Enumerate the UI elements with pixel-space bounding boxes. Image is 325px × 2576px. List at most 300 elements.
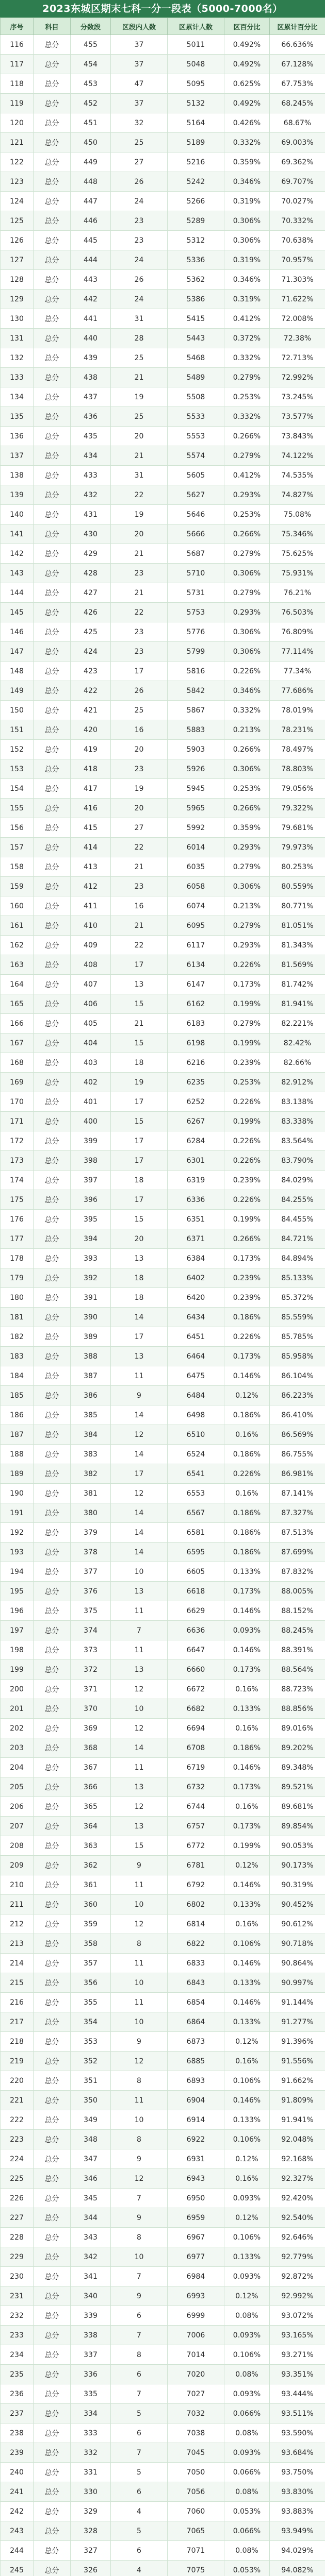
cell-cumulative: 5468: [168, 348, 224, 368]
cell-cumulative: 6475: [168, 1366, 224, 1386]
cell-index: 233: [1, 2326, 34, 2345]
table-row: [1, 2404, 325, 2424]
cell-percent: 0.053%: [224, 2502, 270, 2521]
cell-count: 9: [111, 2208, 168, 2228]
table-row: [1, 1073, 325, 1092]
cell-count: 17: [111, 955, 168, 975]
cell-score: 442: [71, 290, 111, 309]
table-row: [1, 2208, 325, 2228]
cell-cumulative: 6636: [168, 1621, 224, 1640]
cell-cumulative-percent: 92.992%: [270, 2286, 325, 2306]
cell-cumulative: 5627: [168, 485, 224, 505]
cell-subject: 总分: [34, 2091, 71, 2110]
cell-subject: 总分: [34, 1621, 71, 1640]
cell-index: 204: [1, 1758, 34, 1777]
table-row: [1, 720, 325, 740]
cell-cumulative-percent: 85.559%: [270, 1308, 325, 1327]
cell-subject: 总分: [34, 94, 71, 113]
cell-count: 8: [111, 2345, 168, 2365]
cell-percent: 0.253%: [224, 387, 270, 407]
table-row: [1, 2286, 325, 2306]
cell-percent: 0.093%: [224, 2326, 270, 2345]
cell-cumulative-percent: 92.646%: [270, 2228, 325, 2247]
cell-subject: 总分: [34, 2326, 71, 2345]
cell-subject: 总分: [34, 583, 71, 603]
cell-cumulative: 6058: [168, 877, 224, 896]
cell-score: 449: [71, 152, 111, 172]
cell-cumulative-percent: 91.809%: [270, 2091, 325, 2110]
cell-percent: 0.16%: [224, 1484, 270, 1503]
cell-score: 425: [71, 622, 111, 642]
cell-subject: 总分: [34, 1797, 71, 1817]
cell-percent: 0.253%: [224, 1073, 270, 1092]
cell-cumulative: 7038: [168, 2424, 224, 2443]
cell-score: 450: [71, 133, 111, 152]
table-row: [1, 1347, 325, 1366]
table-row: [1, 818, 325, 838]
cell-cumulative: 5867: [168, 701, 224, 720]
cell-score: 361: [71, 1875, 111, 1895]
cell-index: 192: [1, 1523, 34, 1543]
cell-cumulative-percent: 88.564%: [270, 1660, 325, 1680]
cell-subject: 总分: [34, 936, 71, 955]
cell-subject: 总分: [34, 994, 71, 1014]
table-row: [1, 2247, 325, 2267]
cell-count: 7: [111, 2443, 168, 2463]
cell-count: 11: [111, 1954, 168, 1973]
cell-score: 348: [71, 2130, 111, 2149]
cell-subject: 总分: [34, 1425, 71, 1445]
cell-cumulative-percent: 84.029%: [270, 1171, 325, 1190]
cell-cumulative: 6914: [168, 2110, 224, 2130]
cell-score: 447: [71, 192, 111, 211]
table-row: [1, 2541, 325, 2561]
cell-percent: 0.146%: [224, 1993, 270, 2012]
cell-index: 214: [1, 1954, 34, 1973]
cell-score: 436: [71, 407, 111, 427]
cell-cumulative-percent: 74.535%: [270, 466, 325, 485]
cell-cumulative-percent: 76.21%: [270, 583, 325, 603]
cell-subject: 总分: [34, 2169, 71, 2189]
cell-count: 12: [111, 1797, 168, 1817]
cell-index: 202: [1, 1719, 34, 1738]
cell-count: 20: [111, 427, 168, 446]
cell-cumulative: 6074: [168, 896, 224, 916]
cell-count: 11: [111, 1758, 168, 1777]
cell-percent: 0.226%: [224, 1092, 270, 1112]
table-row: [1, 1151, 325, 1171]
cell-cumulative: 6267: [168, 1112, 224, 1131]
cell-cumulative: 6498: [168, 1405, 224, 1425]
cell-count: 7: [111, 2384, 168, 2404]
table-row: [1, 642, 325, 662]
cell-subject: 总分: [34, 2561, 71, 2576]
cell-percent: 0.186%: [224, 1503, 270, 1523]
cell-index: 239: [1, 2443, 34, 2463]
table-row: [1, 1993, 325, 2012]
cell-percent: 0.173%: [224, 1817, 270, 1836]
cell-cumulative-percent: 87.141%: [270, 1484, 325, 1503]
cell-percent: 0.293%: [224, 838, 270, 857]
cell-count: 17: [111, 1151, 168, 1171]
table-row: [1, 231, 325, 250]
cell-percent: 0.239%: [224, 1053, 270, 1073]
cell-cumulative-percent: 87.699%: [270, 1543, 325, 1562]
cell-score: 413: [71, 857, 111, 877]
cell-cumulative: 6943: [168, 2169, 224, 2189]
table-row: [1, 1875, 325, 1895]
cell-percent: 0.16%: [224, 1425, 270, 1445]
cell-index: 230: [1, 2267, 34, 2286]
cell-count: 18: [111, 1288, 168, 1308]
header-cumulative-percent: 区累计百分比: [270, 18, 325, 35]
cell-percent: 0.319%: [224, 192, 270, 211]
cell-index: 231: [1, 2286, 34, 2306]
cell-cumulative-percent: 83.790%: [270, 1151, 325, 1171]
cell-index: 232: [1, 2306, 34, 2326]
cell-count: 12: [111, 1719, 168, 1738]
cell-index: 206: [1, 1797, 34, 1817]
cell-cumulative: 6484: [168, 1386, 224, 1405]
table-row: [1, 1386, 325, 1405]
cell-subject: 总分: [34, 1347, 71, 1366]
cell-index: 149: [1, 681, 34, 701]
cell-cumulative: 6117: [168, 936, 224, 955]
table-row: [1, 564, 325, 583]
cell-cumulative: 5965: [168, 799, 224, 818]
cell-subject: 总分: [34, 1993, 71, 2012]
cell-index: 118: [1, 74, 34, 94]
cell-percent: 0.279%: [224, 916, 270, 936]
cell-count: 26: [111, 681, 168, 701]
cell-index: 171: [1, 1112, 34, 1131]
cell-subject: 总分: [34, 1914, 71, 1934]
cell-cumulative: 6284: [168, 1131, 224, 1151]
cell-count: 17: [111, 1092, 168, 1112]
cell-index: 137: [1, 446, 34, 466]
cell-subject: 总分: [34, 250, 71, 270]
cell-percent: 0.266%: [224, 427, 270, 446]
cell-cumulative: 6319: [168, 1171, 224, 1190]
cell-index: 161: [1, 916, 34, 936]
cell-index: 147: [1, 642, 34, 662]
table-row: [1, 2071, 325, 2091]
cell-index: 132: [1, 348, 34, 368]
cell-score: 364: [71, 1817, 111, 1836]
cell-percent: 0.492%: [224, 94, 270, 113]
cell-cumulative-percent: 74.827%: [270, 485, 325, 505]
table-row: [1, 779, 325, 799]
cell-score: 423: [71, 662, 111, 681]
cell-count: 14: [111, 1308, 168, 1327]
cell-index: 178: [1, 1249, 34, 1268]
cell-cumulative-percent: 86.569%: [270, 1425, 325, 1445]
cell-percent: 0.146%: [224, 1366, 270, 1386]
cell-count: 17: [111, 1131, 168, 1151]
cell-subject: 总分: [34, 1640, 71, 1660]
cell-cumulative-percent: 90.319%: [270, 1875, 325, 1895]
cell-count: 9: [111, 1386, 168, 1405]
cell-percent: 0.226%: [224, 1464, 270, 1484]
cell-cumulative-percent: 77.114%: [270, 642, 325, 662]
table-row: [1, 2561, 325, 2576]
cell-count: 20: [111, 799, 168, 818]
cell-cumulative: 5553: [168, 427, 224, 446]
cell-count: 6: [111, 2541, 168, 2561]
cell-percent: 0.239%: [224, 1171, 270, 1190]
cell-score: 337: [71, 2345, 111, 2365]
cell-cumulative-percent: 93.351%: [270, 2365, 325, 2384]
cell-subject: 总分: [34, 642, 71, 662]
cell-score: 391: [71, 1288, 111, 1308]
cell-percent: 0.093%: [224, 1621, 270, 1640]
cell-index: 155: [1, 799, 34, 818]
cell-subject: 总分: [34, 2130, 71, 2149]
cell-cumulative: 6922: [168, 2130, 224, 2149]
table-row: [1, 583, 325, 603]
cell-percent: 0.133%: [224, 2012, 270, 2032]
cell-cumulative: 6351: [168, 1210, 224, 1229]
cell-cumulative: 6541: [168, 1464, 224, 1484]
cell-cumulative: 7075: [168, 2561, 224, 2576]
cell-cumulative: 5048: [168, 55, 224, 74]
cell-percent: 0.346%: [224, 681, 270, 701]
table-row: [1, 857, 325, 877]
cell-cumulative: 5903: [168, 740, 224, 759]
cell-count: 20: [111, 1229, 168, 1249]
cell-score: 406: [71, 994, 111, 1014]
cell-count: 21: [111, 544, 168, 564]
cell-cumulative: 6802: [168, 1895, 224, 1914]
cell-subject: 总分: [34, 1817, 71, 1836]
cell-cumulative-percent: 86.755%: [270, 1445, 325, 1464]
cell-percent: 0.106%: [224, 2345, 270, 2365]
table-row: [1, 55, 325, 74]
cell-subject: 总分: [34, 2365, 71, 2384]
table-row: [1, 94, 325, 113]
cell-cumulative: 5926: [168, 759, 224, 779]
table-row: [1, 2110, 325, 2130]
cell-index: 201: [1, 1699, 34, 1719]
cell-score: 354: [71, 2012, 111, 2032]
cell-cumulative: 7050: [168, 2463, 224, 2482]
cell-cumulative-percent: 92.872%: [270, 2267, 325, 2286]
cell-subject: 总分: [34, 524, 71, 544]
cell-index: 165: [1, 994, 34, 1014]
cell-subject: 总分: [34, 622, 71, 642]
cell-cumulative: 5710: [168, 564, 224, 583]
cell-index: 160: [1, 896, 34, 916]
cell-count: 26: [111, 172, 168, 192]
cell-score: 388: [71, 1347, 111, 1366]
cell-index: 123: [1, 172, 34, 192]
cell-index: 146: [1, 622, 34, 642]
table-row: [1, 759, 325, 779]
cell-score: 439: [71, 348, 111, 368]
cell-count: 27: [111, 818, 168, 838]
cell-cumulative: 6873: [168, 2032, 224, 2052]
cell-score: 440: [71, 329, 111, 348]
table-row: [1, 329, 325, 348]
cell-percent: 0.332%: [224, 701, 270, 720]
cell-score: 345: [71, 2189, 111, 2208]
cell-cumulative: 6035: [168, 857, 224, 877]
cell-index: 134: [1, 387, 34, 407]
cell-count: 23: [111, 564, 168, 583]
cell-index: 128: [1, 270, 34, 290]
cell-score: 394: [71, 1229, 111, 1249]
cell-index: 173: [1, 1151, 34, 1171]
cell-subject: 总分: [34, 1308, 71, 1327]
table-row: [1, 877, 325, 896]
cell-index: 219: [1, 2052, 34, 2071]
cell-cumulative: 6792: [168, 1875, 224, 1895]
cell-subject: 总分: [34, 1562, 71, 1582]
cell-index: 223: [1, 2130, 34, 2149]
cell-cumulative-percent: 67.753%: [270, 74, 325, 94]
cell-score: 445: [71, 231, 111, 250]
cell-count: 11: [111, 1601, 168, 1621]
cell-cumulative: 6854: [168, 1993, 224, 2012]
cell-score: 434: [71, 446, 111, 466]
cell-score: 328: [71, 2521, 111, 2541]
cell-cumulative: 6216: [168, 1053, 224, 1073]
cell-cumulative-percent: 92.779%: [270, 2247, 325, 2267]
cell-score: 333: [71, 2424, 111, 2443]
table-row: [1, 172, 325, 192]
cell-cumulative: 6772: [168, 1836, 224, 1856]
cell-cumulative-percent: 78.497%: [270, 740, 325, 759]
cell-subject: 总分: [34, 74, 71, 94]
cell-subject: 总分: [34, 877, 71, 896]
cell-subject: 总分: [34, 2443, 71, 2463]
table-row: [1, 1268, 325, 1288]
cell-index: 139: [1, 485, 34, 505]
cell-index: 162: [1, 936, 34, 955]
cell-subject: 总分: [34, 368, 71, 387]
cell-cumulative: 6757: [168, 1817, 224, 1836]
cell-subject: 总分: [34, 1680, 71, 1699]
table-row: [1, 1758, 325, 1777]
cell-index: 133: [1, 368, 34, 387]
cell-score: 367: [71, 1758, 111, 1777]
cell-index: 152: [1, 740, 34, 759]
cell-cumulative-percent: 90.718%: [270, 1934, 325, 1954]
cell-cumulative-percent: 70.332%: [270, 211, 325, 231]
cell-subject: 总分: [34, 1503, 71, 1523]
cell-cumulative-percent: 76.809%: [270, 622, 325, 642]
table-row: [1, 1210, 325, 1229]
cell-index: 236: [1, 2384, 34, 2404]
cell-index: 221: [1, 2091, 34, 2110]
cell-count: 13: [111, 1582, 168, 1601]
cell-percent: 0.053%: [224, 2561, 270, 2576]
cell-percent: 0.093%: [224, 2267, 270, 2286]
cell-score: 385: [71, 1405, 111, 1425]
cell-score: 366: [71, 1777, 111, 1797]
table-row: [1, 994, 325, 1014]
cell-score: 396: [71, 1190, 111, 1210]
cell-cumulative-percent: 73.843%: [270, 427, 325, 446]
cell-index: 225: [1, 2169, 34, 2189]
cell-cumulative: 7045: [168, 2443, 224, 2463]
cell-count: 31: [111, 466, 168, 485]
table-row: [1, 2130, 325, 2149]
cell-percent: 0.372%: [224, 329, 270, 348]
table-row: [1, 544, 325, 564]
cell-count: 9: [111, 2149, 168, 2169]
table-row: [1, 250, 325, 270]
cell-count: 15: [111, 1836, 168, 1856]
cell-cumulative-percent: 79.322%: [270, 799, 325, 818]
cell-percent: 0.332%: [224, 407, 270, 427]
cell-cumulative: 5799: [168, 642, 224, 662]
cell-subject: 总分: [34, 2541, 71, 2561]
cell-score: 384: [71, 1425, 111, 1445]
cell-percent: 0.106%: [224, 2228, 270, 2247]
cell-cumulative: 5362: [168, 270, 224, 290]
cell-cumulative: 6660: [168, 1660, 224, 1680]
cell-cumulative: 5605: [168, 466, 224, 485]
header-cumulative: 区累计人数: [168, 18, 224, 35]
cell-count: 18: [111, 1171, 168, 1190]
table-row: [1, 622, 325, 642]
cell-cumulative-percent: 82.221%: [270, 1014, 325, 1033]
cell-cumulative: 6147: [168, 975, 224, 994]
cell-index: 238: [1, 2424, 34, 2443]
cell-subject: 总分: [34, 35, 71, 55]
table-row: [1, 2267, 325, 2286]
cell-score: 441: [71, 309, 111, 329]
table-row: [1, 113, 325, 133]
cell-count: 19: [111, 505, 168, 524]
cell-count: 14: [111, 1738, 168, 1758]
cell-cumulative: 6999: [168, 2306, 224, 2326]
cell-subject: 总分: [34, 1112, 71, 1131]
cell-index: 158: [1, 857, 34, 877]
cell-percent: 0.412%: [224, 466, 270, 485]
cell-subject: 总分: [34, 270, 71, 290]
table-row: [1, 485, 325, 505]
cell-index: 153: [1, 759, 34, 779]
cell-count: 12: [111, 1425, 168, 1445]
table-row: [1, 368, 325, 387]
cell-cumulative: 6235: [168, 1073, 224, 1092]
cell-percent: 0.186%: [224, 1738, 270, 1758]
cell-count: 28: [111, 329, 168, 348]
cell-index: 218: [1, 2032, 34, 2052]
cell-cumulative-percent: 75.08%: [270, 505, 325, 524]
cell-percent: 0.426%: [224, 113, 270, 133]
cell-count: 12: [111, 2052, 168, 2071]
cell-cumulative-percent: 85.133%: [270, 1268, 325, 1288]
cell-percent: 0.253%: [224, 779, 270, 799]
table-row: [1, 1112, 325, 1131]
cell-index: 226: [1, 2189, 34, 2208]
cell-percent: 0.173%: [224, 1347, 270, 1366]
cell-count: 10: [111, 2110, 168, 2130]
cell-percent: 0.146%: [224, 1601, 270, 1621]
cell-index: 191: [1, 1503, 34, 1523]
cell-subject: 总分: [34, 544, 71, 564]
table-row: [1, 1425, 325, 1445]
cell-cumulative: 7065: [168, 2521, 224, 2541]
table-row: [1, 916, 325, 936]
cell-cumulative-percent: 84.721%: [270, 1229, 325, 1249]
table-row: [1, 1308, 325, 1327]
cell-score: 378: [71, 1543, 111, 1562]
cell-subject: 总分: [34, 387, 71, 407]
